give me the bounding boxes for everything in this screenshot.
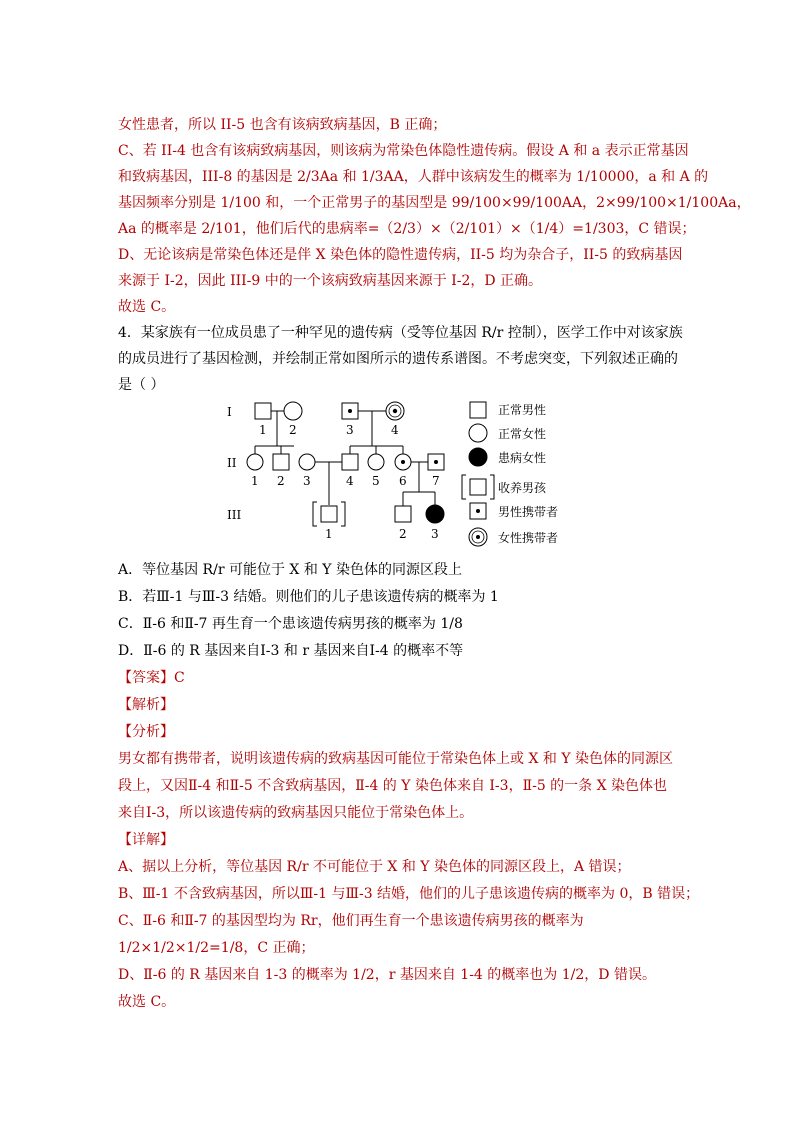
prev-answer-line-7: 来源于 I-2，因此 III-9 中的一个该病致病基因来源于 I-2，D 正确。 bbox=[118, 273, 543, 289]
jiexi-heading: 【解析】 bbox=[118, 697, 174, 713]
xiangjie-line-4: 1/2×1/2×1/2=1/8，C 正确； bbox=[118, 940, 315, 956]
III-2-normal-male bbox=[395, 506, 411, 522]
legend-normal-female-symbol bbox=[469, 424, 487, 442]
legend-left-bracket bbox=[462, 475, 466, 499]
I-2-number: 2 bbox=[289, 423, 297, 437]
xiangjie-line-6: 故选 C。 bbox=[118, 994, 176, 1010]
III-1-right-bracket bbox=[341, 502, 345, 526]
option-c: C．Ⅱ-6 和Ⅱ-7 再生育一个患该遗传病男孩的概率为 1/8 bbox=[118, 616, 463, 632]
xiangjie-line-5: D、Ⅱ-6 的 R 基因来自 1-3 的概率为 1/2，r 基因来自 1-4 的概率也为 1/2，D 错误。 bbox=[118, 967, 656, 983]
prev-answer-line-3: 和致病基因，III-8 的基因是 2/3Aa 和 1/3AA，人群中该病发生的概率为 1/10000，a 和 A 的 bbox=[118, 169, 709, 185]
option-b: B．若Ⅲ-1 与Ⅲ-3 结婚。则他们的儿子患该遗传病的概率为 1 bbox=[118, 589, 499, 605]
xiangjie-heading: 【详解】 bbox=[118, 832, 174, 848]
question-line-3: 是（ ） bbox=[118, 377, 165, 393]
prev-answer-line-1: 女性患者，所以 II-5 也含有该病致病基因，B 正确； bbox=[118, 117, 447, 133]
I-3-number: 3 bbox=[346, 423, 354, 437]
III-1-number: 1 bbox=[325, 527, 333, 541]
legend-carrier-male-dot bbox=[476, 509, 480, 513]
II-5-normal-female bbox=[368, 454, 384, 470]
fenxi-line-1: 男女都有携带者，说明该遗传病的致病基因可能位于常染色体上或 X 和 Y 染色体的同源区 bbox=[118, 751, 674, 767]
legend-carrier-female-dot bbox=[476, 535, 480, 539]
legend-affected-female-symbol bbox=[469, 448, 487, 466]
option-a: A．等位基因 R/r 可能位于 X 和 Y 染色体的同源区段上 bbox=[118, 562, 462, 578]
I-3-carrier-dot bbox=[348, 409, 352, 413]
II-2-normal-male bbox=[273, 454, 289, 470]
III-1-adopted-boy bbox=[321, 506, 337, 522]
I-4-number: 4 bbox=[391, 423, 399, 437]
xiangjie-line-2: B、Ⅲ-1 不含致病基因，所以Ⅲ-1 与Ⅲ-3 结婚，他们的儿子患该遗传病的概率为 0，B 错误； bbox=[118, 886, 700, 902]
II-5-number: 5 bbox=[372, 474, 380, 488]
III-1-left-bracket bbox=[313, 502, 317, 526]
prev-answer-line-4: 基因频率分别是 1/100 和，一个正常男子的基因型是 99/100×99/100AA，2×99/100×1/100Aa， bbox=[118, 195, 751, 211]
II-7-carrier-dot bbox=[434, 460, 438, 464]
I-2-normal-female bbox=[284, 402, 302, 420]
fenxi-heading: 【分析】 bbox=[118, 724, 174, 740]
xiangjie-line-1: A、据以上分析，等位基因 R/r 不可能位于 X 和 Y 染色体的同源区段上，A 错误； bbox=[118, 859, 631, 875]
answer-line: 【答案】C bbox=[118, 670, 185, 686]
legend-carrier-male-label: 男性携带者 bbox=[498, 505, 559, 519]
II-2-number: 2 bbox=[277, 474, 285, 488]
II-7-number: 7 bbox=[432, 474, 440, 488]
gen-III-label: III bbox=[227, 508, 242, 522]
pedigree-chart bbox=[222, 392, 582, 552]
I-4-carrier-dot bbox=[393, 409, 397, 413]
option-d: D．Ⅱ-6 的 R 基因来自Ⅰ-3 和 r 基因来自Ⅰ-4 的概率不等 bbox=[118, 643, 464, 659]
fenxi-line-2: 段上，又因Ⅱ-4 和Ⅱ-5 不含致病基因，Ⅱ-4 的 Y 染色体来自 I-3，Ⅱ-5 的一条 X 染色体也 bbox=[118, 778, 668, 794]
II-4-normal-male bbox=[342, 454, 358, 470]
III-3-affected-female bbox=[426, 505, 444, 523]
prev-answer-line-8: 故选 C。 bbox=[118, 299, 176, 315]
II-1-number: 1 bbox=[251, 474, 259, 488]
gen-II-label: II bbox=[227, 456, 237, 470]
III-2-number: 2 bbox=[399, 527, 407, 541]
legend-normal-male-label: 正常男性 bbox=[498, 403, 547, 417]
gen-I-label: I bbox=[227, 405, 232, 419]
legend-affected-female-label: 患病女性 bbox=[498, 451, 547, 465]
question-line-2: 的成员进行了基因检测，并绘制正常如图所示的遗传系谱图。不考虑突变，下列叙述正确的 bbox=[118, 351, 678, 367]
xiangjie-line-3: C、Ⅱ-6 和Ⅱ-7 的基因型均为 Rr，他们再生育一个患该遗传病男孩的概率为 bbox=[118, 913, 584, 929]
fenxi-line-3: 来自Ⅰ-3，所以该遗传病的致病基因只能位于常染色体上。 bbox=[118, 805, 474, 821]
legend-right-bracket bbox=[490, 475, 494, 499]
II-6-carrier-dot bbox=[401, 460, 405, 464]
legend-adopted-boy-label: 收养男孩 bbox=[498, 481, 547, 495]
II-4-number: 4 bbox=[346, 474, 354, 488]
pedigree-svg bbox=[222, 392, 582, 552]
III-3-number: 3 bbox=[431, 527, 439, 541]
II-1-normal-female bbox=[247, 454, 263, 470]
II-3-normal-female bbox=[299, 454, 315, 470]
prev-answer-line-6: D、无论该病是常染色体还是伴 X 染色体的隐性遗传病，II-5 均为杂合子，II-5 的致病基因 bbox=[118, 247, 683, 263]
legend-normal-female-label: 正常女性 bbox=[498, 427, 547, 441]
II-3-number: 3 bbox=[303, 474, 311, 488]
question-line-1: 4．某家族有一位成员患了一种罕见的遗传病（受等位基因 R/r 控制），医学工作中对该家族 bbox=[118, 325, 683, 341]
I-1-normal-male bbox=[255, 403, 271, 419]
legend-normal-male-symbol bbox=[470, 402, 486, 418]
prev-answer-line-5: Aa 的概率是 2/101，他们后代的患病率=（2/3）×（2/101）×（1/4）=1/303，C 错误； bbox=[118, 221, 696, 237]
I-1-number: 1 bbox=[259, 423, 267, 437]
legend-carrier-female-label: 女性携带者 bbox=[498, 531, 559, 545]
legend-adopted-boy-symbol bbox=[470, 479, 486, 495]
II-6-number: 6 bbox=[399, 474, 407, 488]
prev-answer-line-2: C、若 II-4 也含有该病致病基因，则该病为常染色体隐性遗传病。假设 A 和 a 表示正常基因 bbox=[118, 143, 689, 159]
